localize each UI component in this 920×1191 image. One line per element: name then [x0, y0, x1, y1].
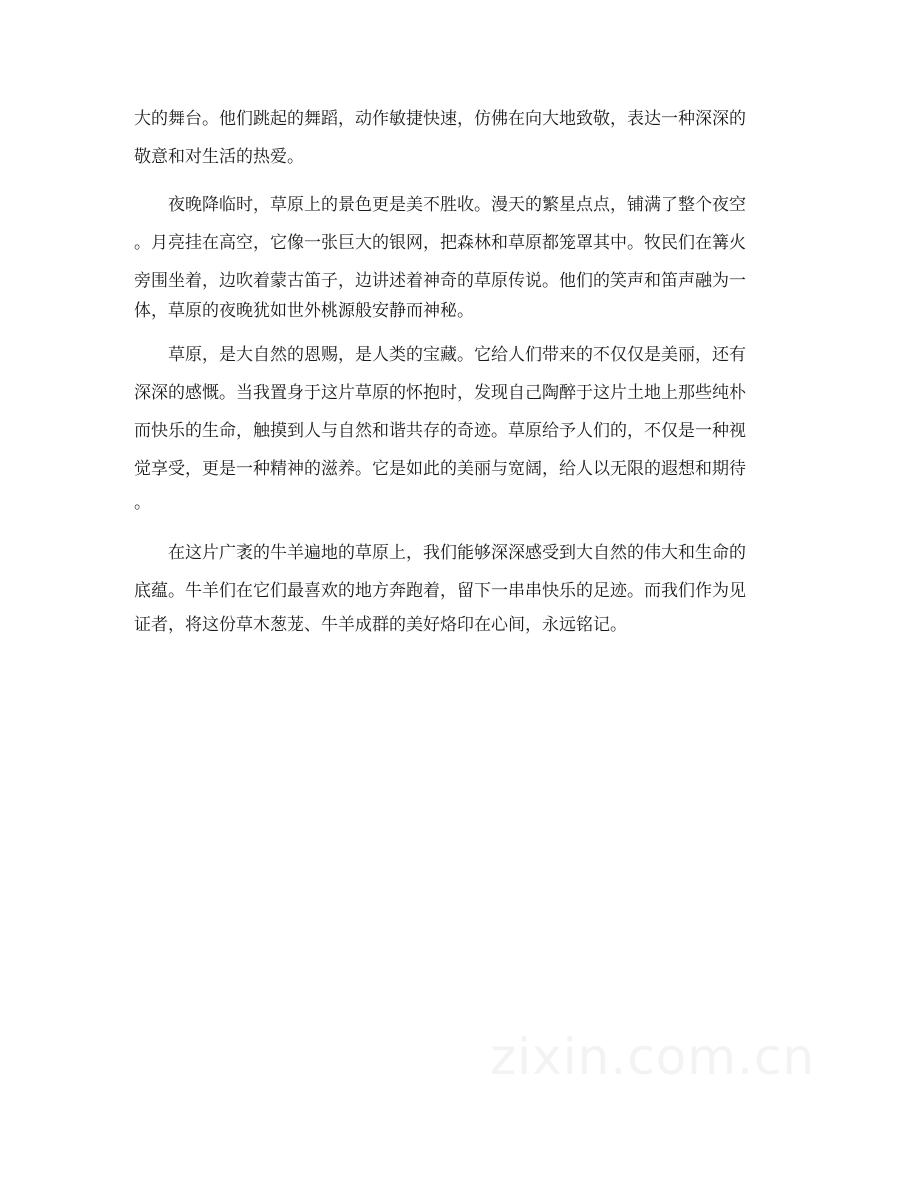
text-line: 体，草原的夜晚犹如世外桃源般安静而神秘。	[134, 301, 474, 321]
text-line: 证者，将这份草木葱茏、牛羊成群的美好烙印在心间，永远铭记。	[134, 615, 627, 635]
text-line: 而快乐的生命，触摸到人与自然和谐共存的奇迹。草原给予人们的，不仅是一种视	[134, 421, 746, 441]
text-line: 敬意和对生活的热爱。	[134, 147, 304, 167]
text-line: 草原，是大自然的恩赐，是人类的宝藏。它给人们带来的不仅仅是美丽，还有	[168, 345, 746, 365]
text-line: 底蕴。牛羊们在它们最喜欢的地方奔跑着，留下一串串快乐的足迹。而我们作为见	[134, 581, 746, 601]
text-line: 在这片广袤的牛羊遍地的草原上，我们能够深深感受到大自然的伟大和生命的	[168, 543, 746, 563]
text-line: 觉享受，更是一种精神的滋养。它是如此的美丽与宽阔，给人以无限的遐想和期待	[134, 459, 746, 479]
text-line: 。	[134, 493, 151, 513]
text-line: 大的舞台。他们跳起的舞蹈，动作敏捷快速，仿佛在向大地致敬，表达一种深深的	[134, 109, 746, 129]
text-line: 深深的感慨。当我置身于这片草原的怀抱时，发现自己陶醉于这片土地上那些纯朴	[134, 383, 746, 403]
text-line: 。月亮挂在高空，它像一张巨大的银网，把森林和草原都笼罩其中。牧民们在篝火	[134, 233, 746, 253]
watermark: zixin.com.cn	[490, 1028, 816, 1086]
text-line: 旁围坐着，边吹着蒙古笛子，边讲述着神奇的草原传说。他们的笑声和笛声融为一	[134, 271, 746, 291]
text-line: 夜晚降临时，草原上的景色更是美不胜收。漫天的繁星点点，铺满了整个夜空	[168, 195, 746, 215]
